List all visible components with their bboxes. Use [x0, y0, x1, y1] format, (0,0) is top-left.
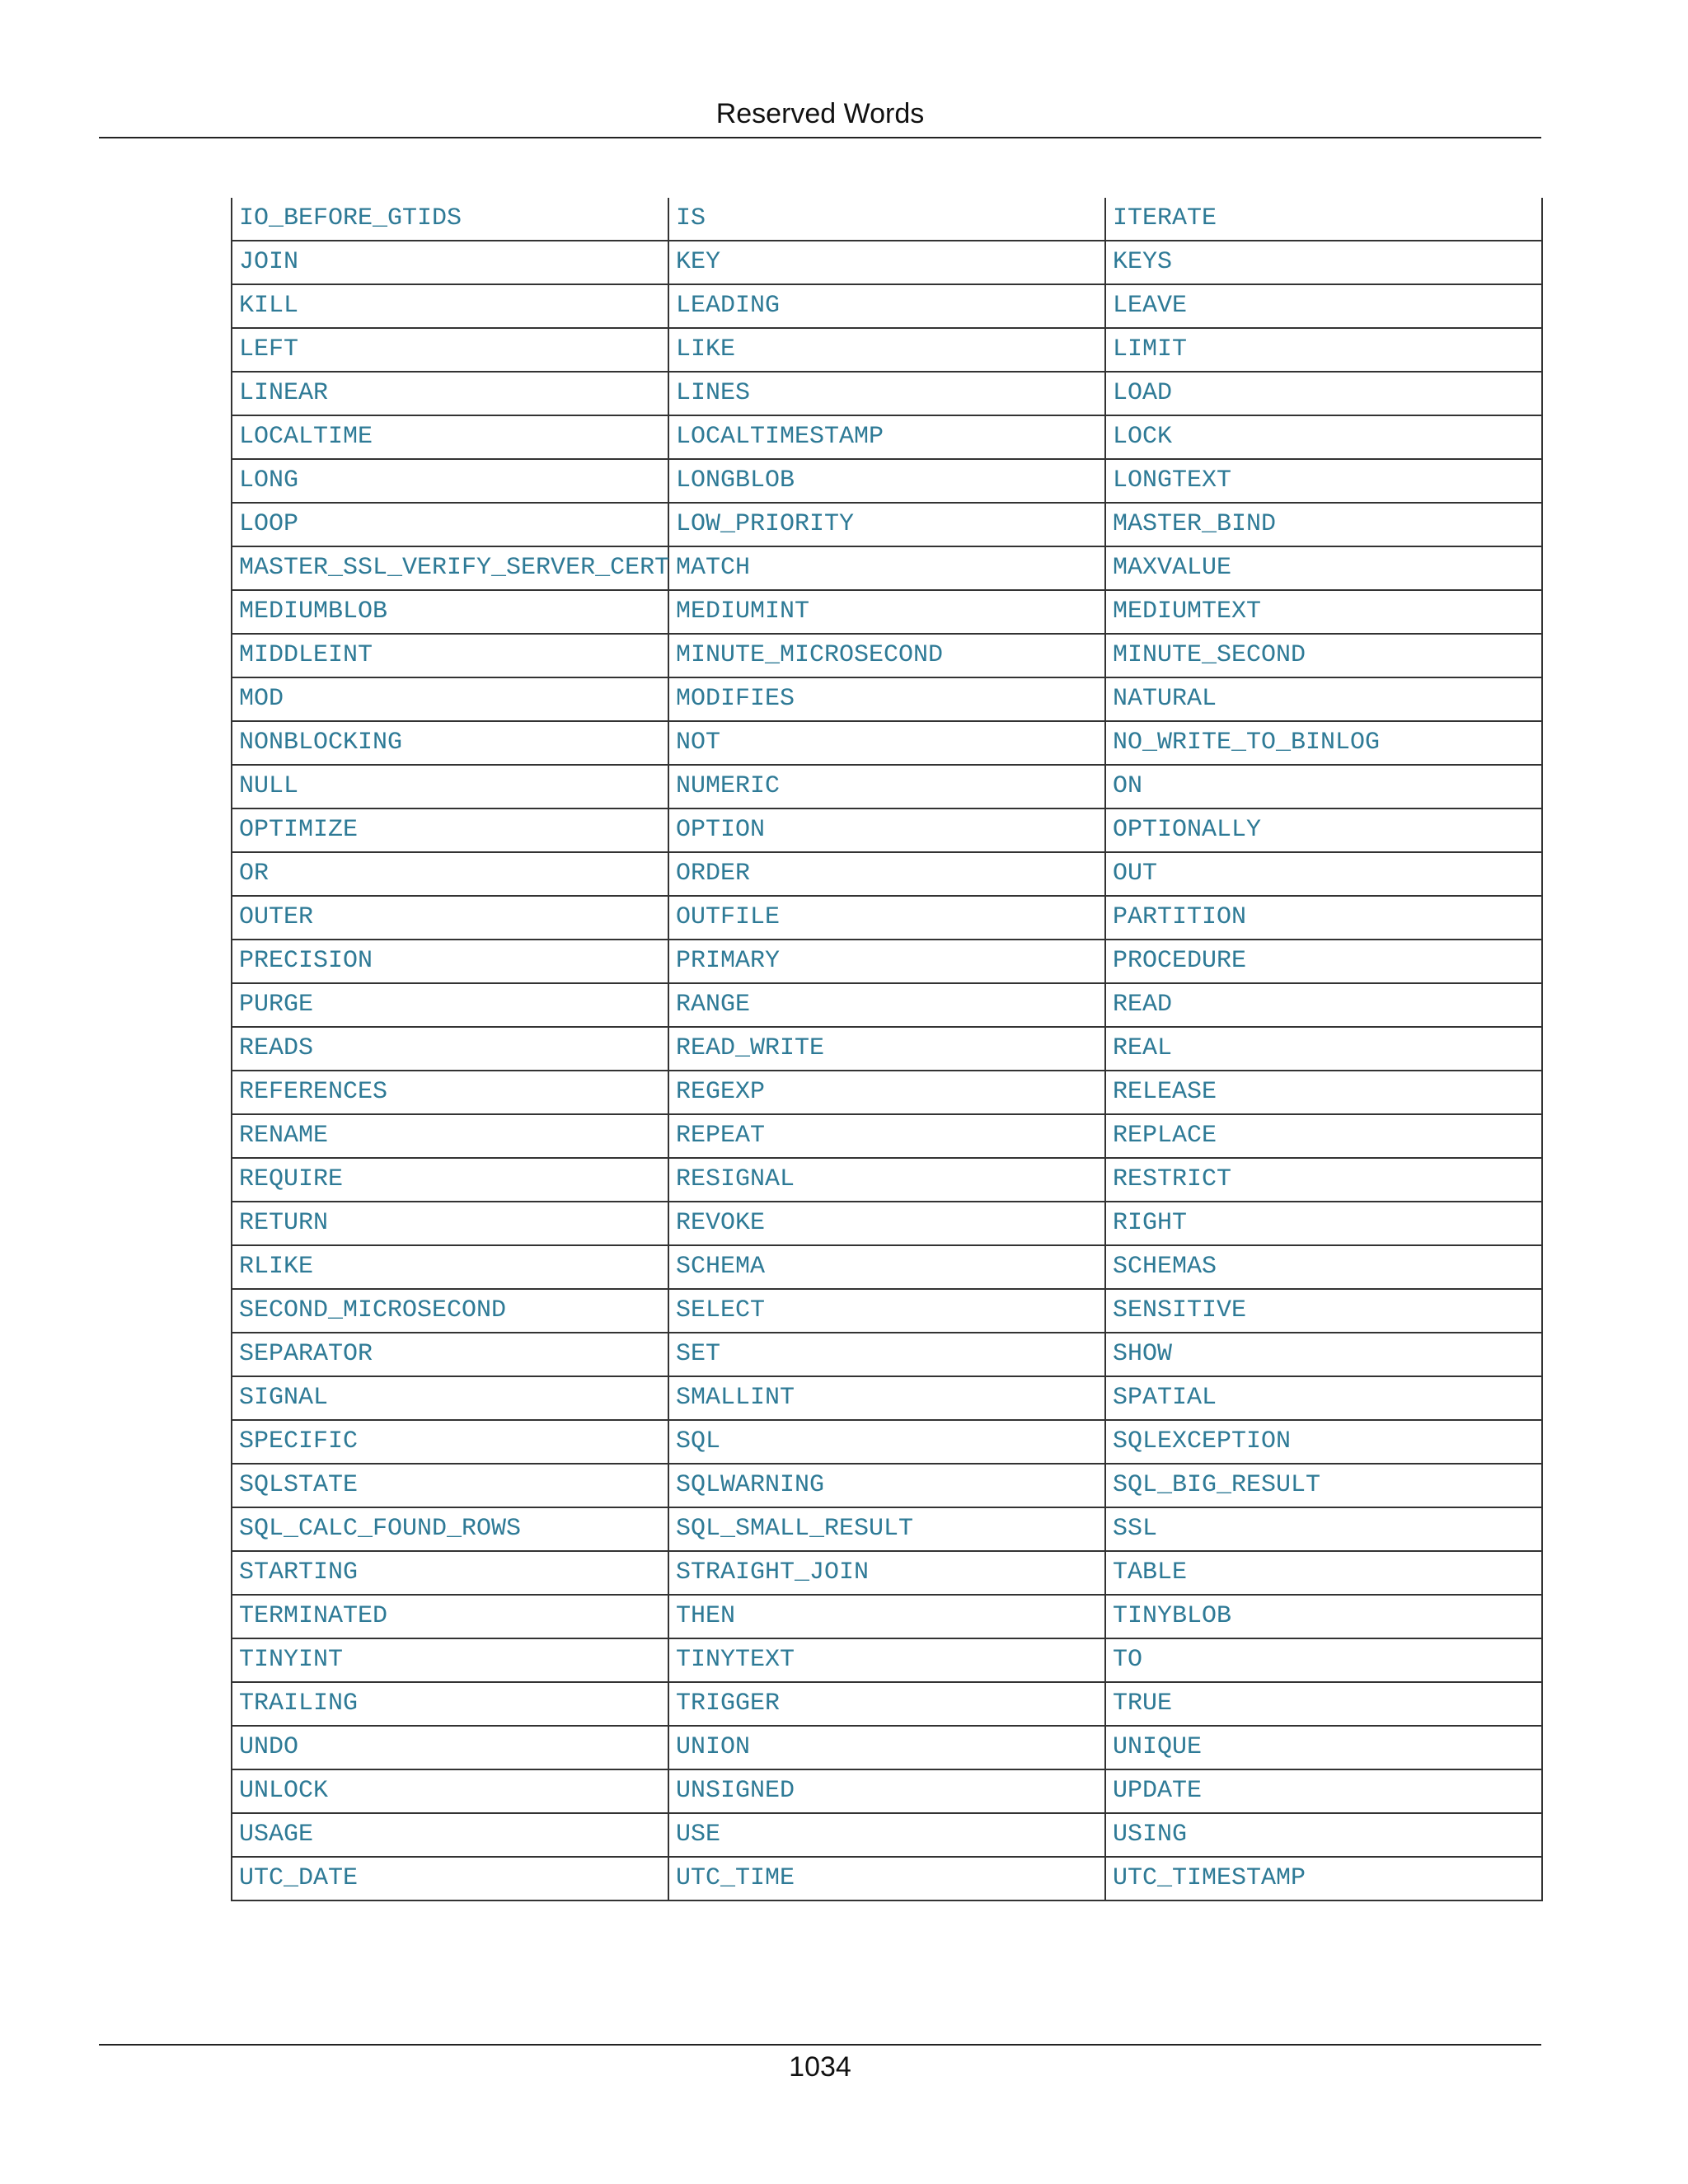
reserved-word-cell: OPTION — [668, 808, 1105, 852]
table-row — [232, 1682, 1542, 1726]
reserved-word-cell: MOD — [232, 677, 668, 721]
table-row — [232, 1027, 1542, 1071]
reserved-word-cell: LEFT — [232, 328, 668, 372]
reserved-word-cell: UTC_DATE — [232, 1857, 668, 1900]
reserved-word-cell: RANGE — [668, 983, 1105, 1027]
table-row — [232, 1202, 1542, 1245]
reserved-word-cell: RIGHT — [1105, 1202, 1542, 1245]
table-row — [232, 372, 1542, 415]
reserved-word-cell: NATURAL — [1105, 677, 1542, 721]
reserved-word-cell: SHOW — [1105, 1333, 1542, 1376]
table-row — [232, 1769, 1542, 1813]
reserved-word-cell: REGEXP — [668, 1071, 1105, 1114]
table-row — [232, 1813, 1542, 1857]
header-divider — [99, 137, 1541, 138]
reserved-word-cell: READ_WRITE — [668, 1027, 1105, 1071]
reserved-word-cell: PROCEDURE — [1105, 940, 1542, 983]
reserved-word-cell: PARTITION — [1105, 896, 1542, 940]
reserved-word-cell: LEAVE — [1105, 284, 1542, 328]
reserved-word-cell: LOOP — [232, 503, 668, 546]
reserved-word-cell: USING — [1105, 1813, 1542, 1857]
table-row — [232, 1857, 1542, 1900]
reserved-word-cell: SQL — [668, 1420, 1105, 1464]
reserved-word-cell: RESIGNAL — [668, 1158, 1105, 1202]
reserved-word-cell: IS — [668, 198, 1105, 241]
reserved-word-cell: OR — [232, 852, 668, 896]
reserved-word-cell: RENAME — [232, 1114, 668, 1158]
reserved-word-cell: UTC_TIME — [668, 1857, 1105, 1900]
table-row — [232, 1158, 1542, 1202]
reserved-words-table — [231, 198, 1543, 1901]
reserved-word-cell: MODIFIES — [668, 677, 1105, 721]
table-row — [232, 1595, 1542, 1638]
reserved-word-cell: SQL_SMALL_RESULT — [668, 1507, 1105, 1551]
reserved-word-cell: REAL — [1105, 1027, 1542, 1071]
reserved-word-cell: UNSIGNED — [668, 1769, 1105, 1813]
table-row — [232, 677, 1542, 721]
reserved-word-cell: TRAILING — [232, 1682, 668, 1726]
table-row — [232, 983, 1542, 1027]
reserved-word-cell: OPTIMIZE — [232, 808, 668, 852]
table-row — [232, 241, 1542, 284]
reserved-word-cell: NO_WRITE_TO_BINLOG — [1105, 721, 1542, 765]
table-row — [232, 1376, 1542, 1420]
reserved-word-cell: MATCH — [668, 546, 1105, 590]
reserved-word-cell: TO — [1105, 1638, 1542, 1682]
reserved-word-cell: REVOKE — [668, 1202, 1105, 1245]
reserved-word-cell: OUTER — [232, 896, 668, 940]
reserved-word-cell: MINUTE_SECOND — [1105, 634, 1542, 677]
reserved-word-cell: USAGE — [232, 1813, 668, 1857]
reserved-word-cell: SPATIAL — [1105, 1376, 1542, 1420]
reserved-word-cell: TABLE — [1105, 1551, 1542, 1595]
table-row — [232, 1638, 1542, 1682]
reserved-word-cell: TRIGGER — [668, 1682, 1105, 1726]
reserved-word-cell: SPECIFIC — [232, 1420, 668, 1464]
reserved-word-cell: OPTIONALLY — [1105, 808, 1542, 852]
reserved-word-cell: PRIMARY — [668, 940, 1105, 983]
table-row — [232, 284, 1542, 328]
table-row — [232, 896, 1542, 940]
table-row — [232, 721, 1542, 765]
table-row — [232, 1420, 1542, 1464]
reserved-word-cell: LIKE — [668, 328, 1105, 372]
reserved-word-cell: LOCALTIMESTAMP — [668, 415, 1105, 459]
reserved-word-cell: READ — [1105, 983, 1542, 1027]
reserved-word-cell: SECOND_MICROSECOND — [232, 1289, 668, 1333]
reserved-word-cell: JOIN — [232, 241, 668, 284]
reserved-word-cell: SQLEXCEPTION — [1105, 1420, 1542, 1464]
reserved-word-cell: LINEAR — [232, 372, 668, 415]
reserved-word-cell: MEDIUMTEXT — [1105, 590, 1542, 634]
reserved-word-cell: REQUIRE — [232, 1158, 668, 1202]
reserved-word-cell: KILL — [232, 284, 668, 328]
reserved-word-cell: UNLOCK — [232, 1769, 668, 1813]
reserved-word-cell: KEY — [668, 241, 1105, 284]
reserved-word-cell: SIGNAL — [232, 1376, 668, 1420]
table-row — [232, 808, 1542, 852]
table-row — [232, 634, 1542, 677]
page-number: 1034 — [789, 2051, 851, 2083]
reserved-word-cell: TERMINATED — [232, 1595, 668, 1638]
reserved-word-cell: ORDER — [668, 852, 1105, 896]
reserved-word-cell: LOCALTIME — [232, 415, 668, 459]
table-row — [232, 1289, 1542, 1333]
reserved-word-cell: TINYBLOB — [1105, 1595, 1542, 1638]
table-row — [232, 546, 1542, 590]
reserved-word-cell: TINYINT — [232, 1638, 668, 1682]
reserved-word-cell: UNION — [668, 1726, 1105, 1769]
reserved-word-cell: UNDO — [232, 1726, 668, 1769]
reserved-word-cell: READS — [232, 1027, 668, 1071]
reserved-word-cell: SET — [668, 1333, 1105, 1376]
table-row — [232, 1245, 1542, 1289]
reserved-word-cell: RELEASE — [1105, 1071, 1542, 1114]
reserved-word-cell: SQL_CALC_FOUND_ROWS — [232, 1507, 668, 1551]
reserved-words-table-body — [232, 198, 1542, 1900]
reserved-word-cell: SQL_BIG_RESULT — [1105, 1464, 1542, 1507]
reserved-word-cell: LIMIT — [1105, 328, 1542, 372]
reserved-word-cell: SCHEMA — [668, 1245, 1105, 1289]
reserved-word-cell: LOCK — [1105, 415, 1542, 459]
reserved-word-cell: STARTING — [232, 1551, 668, 1595]
table-row — [232, 852, 1542, 896]
table-row — [232, 1333, 1542, 1376]
reserved-word-cell: SELECT — [668, 1289, 1105, 1333]
table-row — [232, 590, 1542, 634]
reserved-word-cell: SQLSTATE — [232, 1464, 668, 1507]
reserved-word-cell: UPDATE — [1105, 1769, 1542, 1813]
footer-divider — [99, 2044, 1541, 2046]
reserved-word-cell: MAXVALUE — [1105, 546, 1542, 590]
reserved-word-cell: THEN — [668, 1595, 1105, 1638]
reserved-word-cell: USE — [668, 1813, 1105, 1857]
reserved-word-cell: SCHEMAS — [1105, 1245, 1542, 1289]
table-row — [232, 1726, 1542, 1769]
table-row — [232, 765, 1542, 808]
reserved-word-cell: UNIQUE — [1105, 1726, 1542, 1769]
reserved-word-cell: SSL — [1105, 1507, 1542, 1551]
reserved-word-cell: ON — [1105, 765, 1542, 808]
reserved-word-cell: TINYTEXT — [668, 1638, 1105, 1682]
reserved-word-cell: MASTER_SSL_VERIFY_SERVER_CERT — [232, 546, 668, 590]
reserved-word-cell: REPEAT — [668, 1114, 1105, 1158]
reserved-word-cell: PRECISION — [232, 940, 668, 983]
table-row — [232, 1071, 1542, 1114]
reserved-word-cell: REFERENCES — [232, 1071, 668, 1114]
table-row — [232, 1551, 1542, 1595]
reserved-word-cell: LONGTEXT — [1105, 459, 1542, 503]
reserved-word-cell: NOT — [668, 721, 1105, 765]
table-row — [232, 1114, 1542, 1158]
reserved-word-cell: LOW_PRIORITY — [668, 503, 1105, 546]
reserved-word-cell: IO_BEFORE_GTIDS — [232, 198, 668, 241]
reserved-word-cell: MEDIUMBLOB — [232, 590, 668, 634]
reserved-word-cell: LEADING — [668, 284, 1105, 328]
table-row — [232, 459, 1542, 503]
table-row — [232, 1507, 1542, 1551]
reserved-word-cell: OUT — [1105, 852, 1542, 896]
table-row — [232, 198, 1542, 241]
reserved-word-cell: MASTER_BIND — [1105, 503, 1542, 546]
reserved-word-cell: MIDDLEINT — [232, 634, 668, 677]
reserved-word-cell: NUMERIC — [668, 765, 1105, 808]
reserved-word-cell: KEYS — [1105, 241, 1542, 284]
table-row — [232, 415, 1542, 459]
reserved-word-cell: UTC_TIMESTAMP — [1105, 1857, 1542, 1900]
table-row — [232, 940, 1542, 983]
reserved-word-cell: RETURN — [232, 1202, 668, 1245]
reserved-word-cell: SMALLINT — [668, 1376, 1105, 1420]
reserved-word-cell: STRAIGHT_JOIN — [668, 1551, 1105, 1595]
reserved-word-cell: MINUTE_MICROSECOND — [668, 634, 1105, 677]
reserved-word-cell: LINES — [668, 372, 1105, 415]
reserved-word-cell: RESTRICT — [1105, 1158, 1542, 1202]
reserved-word-cell: TRUE — [1105, 1682, 1542, 1726]
reserved-word-cell: LONGBLOB — [668, 459, 1105, 503]
reserved-word-cell: SEPARATOR — [232, 1333, 668, 1376]
reserved-word-cell: LOAD — [1105, 372, 1542, 415]
table-row — [232, 503, 1542, 546]
reserved-word-cell: REPLACE — [1105, 1114, 1542, 1158]
reserved-word-cell: PURGE — [232, 983, 668, 1027]
reserved-word-cell: SQLWARNING — [668, 1464, 1105, 1507]
reserved-word-cell: SENSITIVE — [1105, 1289, 1542, 1333]
reserved-word-cell: LONG — [232, 459, 668, 503]
reserved-word-cell: MEDIUMINT — [668, 590, 1105, 634]
page-header-title: Reserved Words — [715, 98, 925, 129]
reserved-word-cell: OUTFILE — [668, 896, 1105, 940]
reserved-word-cell: ITERATE — [1105, 198, 1542, 241]
reserved-word-cell: NONBLOCKING — [232, 721, 668, 765]
reserved-word-cell: RLIKE — [232, 1245, 668, 1289]
table-row — [232, 328, 1542, 372]
table-row — [232, 1464, 1542, 1507]
reserved-word-cell: NULL — [232, 765, 668, 808]
